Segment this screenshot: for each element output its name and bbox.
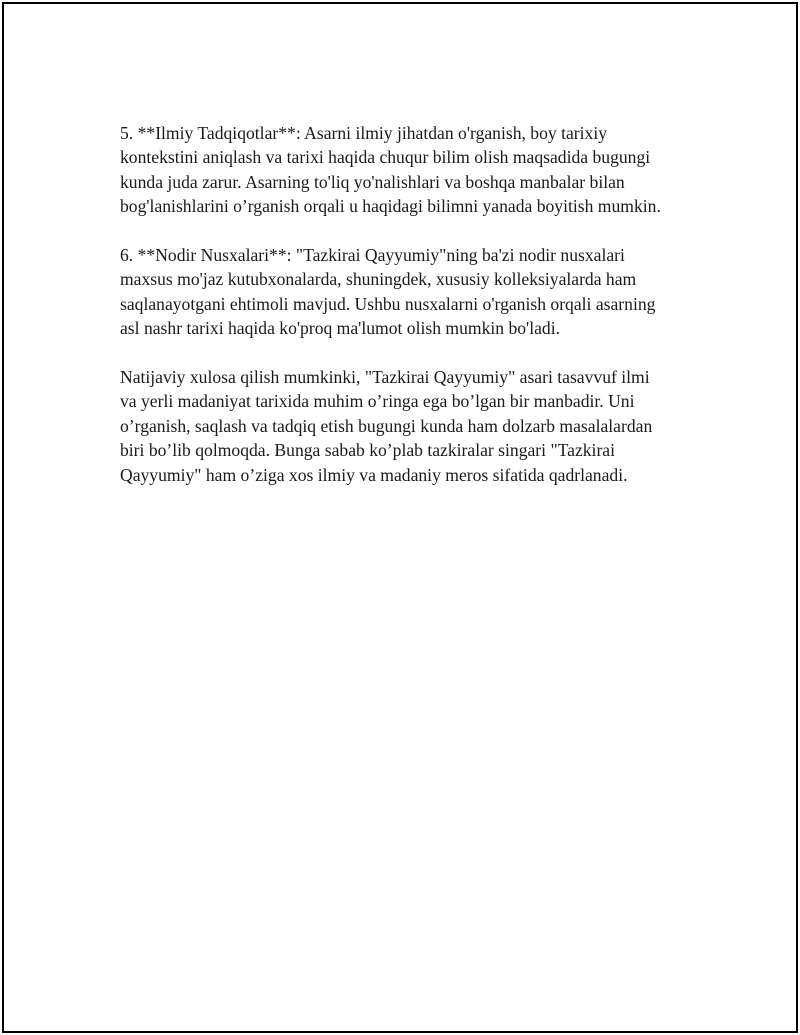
paragraph-rare-copies	[120, 243, 692, 341]
document-body	[120, 121, 692, 511]
text-line: asl nashr tarixi haqida ko'proq ma'lumot olish mumkin bo'ladi.	[120, 318, 561, 339]
text-line: 5. **Ilmiy Tadqiqotlar**: Asarni ilmiy jihatdan o'rganish, boy tarixiy	[120, 123, 608, 143]
paragraph-scientific-research	[120, 121, 692, 219]
text-line: bog'lanishlarini o’rganish orqali u haqidagi bilimni yanada boyitish mumkin.	[120, 196, 661, 217]
text-line: biri bo’lib qolmoqda. Bunga sabab ko’plab tazkiralar singari "Tazkirai	[120, 440, 616, 461]
paragraph-conclusion	[120, 365, 692, 487]
text-line: maxsus mo'jaz kutubxonalarda, shuningdek, xususiy kolleksiyalarda ham	[120, 269, 637, 290]
text-line: kunda juda zarur. Asarning to'liq yo'nalishlari va boshqa manbalar bilan	[120, 171, 625, 192]
text-line: o’rganish, saqlash va tadqiq etish bugungi kunda ham dolzarb masalalardan	[120, 415, 653, 436]
text-line: va yerli madaniyat tarixida muhim o’ringa ega bo’lgan bir manbadir. Uni	[120, 391, 635, 412]
text-line: saqlanayotgani ehtimoli mavjud. Ushbu nusxalarni o'rganish orqali asarning	[120, 293, 656, 314]
text-line: kontekstini aniqlash va tarixi haqida chuqur bilim olish maqsadida bugungi	[120, 147, 651, 168]
text-line: Qayyumiy" ham o’ziga xos ilmiy va madaniy meros sifatida qadrlanadi.	[120, 464, 628, 485]
text-line: Natijaviy xulosa qilish mumkinki, "Tazkirai Qayyumiy" asari tasavvuf ilmi	[120, 367, 650, 388]
document-page	[2, 2, 798, 1033]
text-line: 6. **Nodir Nusxalari**: "Tazkirai Qayyumiy"ning ba'zi nodir nusxalari	[120, 245, 625, 266]
